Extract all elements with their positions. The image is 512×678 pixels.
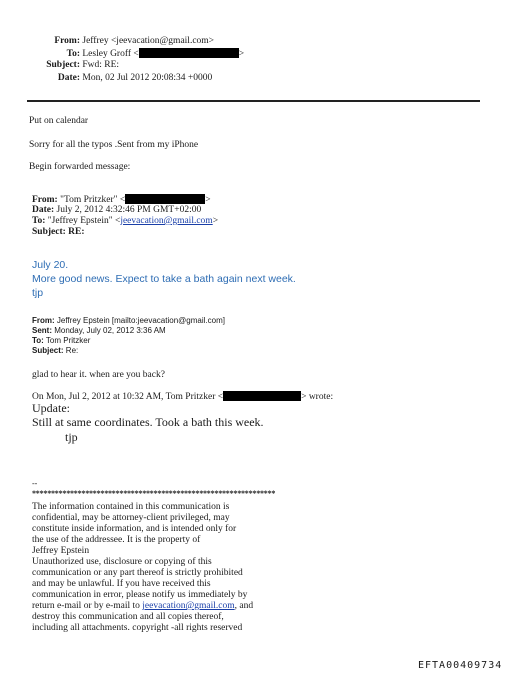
fwd-date-value: July 2, 2012 4:32:46 PM GMT+02:00: [56, 205, 202, 215]
msg2-quote-head: On Mon, Jul 2, 2012 at 10:32 AM, Tom Pritzker <: [32, 392, 224, 402]
disclaimer-stars: ****************************************************************: [32, 489, 276, 498]
disclaimer-line-destroy: destroy this communication and all copies thereof,: [32, 612, 224, 622]
disclaimer-line-2: confidential, may be attorney-client privileged, may: [32, 513, 230, 523]
header-from-label: From:: [54, 36, 80, 46]
msg2-glad-line: glad to hear it. when are you back?: [32, 370, 165, 380]
disclaimer-dashes: --: [32, 479, 38, 488]
disclaimer-email-link[interactable]: jeevacation@gmail.com: [142, 601, 235, 611]
msg2-update-line: Update:: [32, 401, 70, 415]
fwd-date-row: [32, 205, 201, 216]
reply-line-date: July 20.: [32, 259, 69, 271]
fwd-to-label: To:: [32, 216, 46, 226]
fwd-subject-label: Subject:: [32, 227, 66, 237]
header-subject-value: Fwd: RE:: [82, 60, 120, 70]
outlook-subject-row: [32, 346, 78, 356]
disclaimer-line-6: Unauthorized use, disclosure or copying of this: [32, 557, 212, 567]
reply-line-sig: tjp: [32, 287, 44, 299]
fwd-to-tail: >: [212, 216, 219, 226]
disclaimer-line-4: the use of the addressee. It is the property of: [32, 535, 201, 545]
disclaimer-line-8: and may be unlawful. If you have received this: [32, 579, 211, 589]
outlook-subject-value: Re:: [65, 346, 79, 355]
header-separator: [27, 100, 480, 102]
disclaimer-notify-pre: return e-mail or by e-mail to: [32, 601, 143, 611]
body-line-typos: Sorry for all the typos .Sent from my iPhone: [29, 140, 199, 150]
reply-line-news: More good news. Expect to take a bath again next week.: [32, 273, 296, 285]
outlook-sent-row: [32, 326, 166, 336]
disclaimer-notify-post: , and: [234, 601, 254, 611]
msg2-quote-row: [32, 391, 333, 403]
fwd-from-label: From:: [32, 195, 58, 205]
disclaimer-line-last: including all attachments. copyright -all rights reserved: [32, 623, 243, 633]
body-line-forwarded: Begin forwarded message:: [29, 162, 131, 172]
fwd-subject-value: RE:: [68, 227, 85, 237]
fwd-date-label: Date:: [32, 205, 55, 215]
msg2-coords-line: Still at same coordinates. Took a bath this week.: [32, 415, 264, 429]
disclaimer-line-9: communication in error, please notify us immediately by: [32, 590, 248, 600]
header-date-value: Mon, 02 Jul 2012 20:08:34 +0000: [82, 73, 213, 83]
msg2-sig-line: tjp: [65, 430, 78, 444]
outlook-to-value: Tom Pritzker: [45, 336, 91, 345]
document-id: EFTA00409734: [418, 660, 503, 671]
redaction-bar: [139, 48, 239, 58]
outlook-from-value: Jeffrey Epstein [mailto:jeevacation@gmail.com]: [56, 316, 225, 325]
fwd-to-email-link[interactable]: jeevacation@gmail.com: [120, 216, 213, 226]
disclaimer-line-1: The information contained in this communication is: [32, 502, 230, 512]
fwd-to-value: "Jeffrey Epstein" <: [47, 216, 121, 226]
header-subject-row: [0, 60, 119, 71]
header-from-value: Jeffrey <jeevacation@gmail.com>: [82, 36, 215, 46]
outlook-sent-value: Monday, July 02, 2012 3:36 AM: [54, 326, 166, 335]
disclaimer-line-5: Jeffrey Epstein: [32, 546, 90, 556]
body-line-calendar: Put on calendar: [29, 116, 89, 126]
fwd-from-tail: >: [205, 195, 211, 205]
disclaimer-line-7: communication or any part thereof is strictly prohibited: [32, 568, 243, 578]
fwd-to-row: [32, 216, 218, 227]
fwd-subject-row: [32, 227, 85, 238]
outlook-to-row: [32, 336, 90, 346]
fwd-from-value: "Tom Pritzker" <: [60, 195, 126, 205]
header-to-value: Lesley Groff <: [82, 49, 139, 59]
header-date-label: Date:: [57, 73, 80, 83]
redaction-bar: [125, 194, 205, 204]
header-from-row: [0, 36, 214, 47]
outlook-subject-label: Subject:: [32, 346, 64, 355]
disclaimer-line-3: constitute inside information, and is intended only for: [32, 524, 237, 534]
disclaimer-notify-row: [32, 601, 253, 612]
msg2-quote-tail: > wrote:: [301, 392, 334, 402]
outlook-from-label: From:: [32, 316, 55, 325]
header-date-row: [0, 73, 212, 84]
header-to-row: [0, 48, 244, 60]
outlook-to-label: To:: [32, 336, 44, 345]
header-to-label: To:: [66, 49, 80, 59]
header-to-tail: >: [238, 49, 245, 59]
outlook-from-row: [32, 316, 225, 326]
header-subject-label: Subject:: [46, 60, 80, 70]
outlook-sent-label: Sent:: [32, 326, 52, 335]
redaction-bar: [223, 391, 301, 401]
